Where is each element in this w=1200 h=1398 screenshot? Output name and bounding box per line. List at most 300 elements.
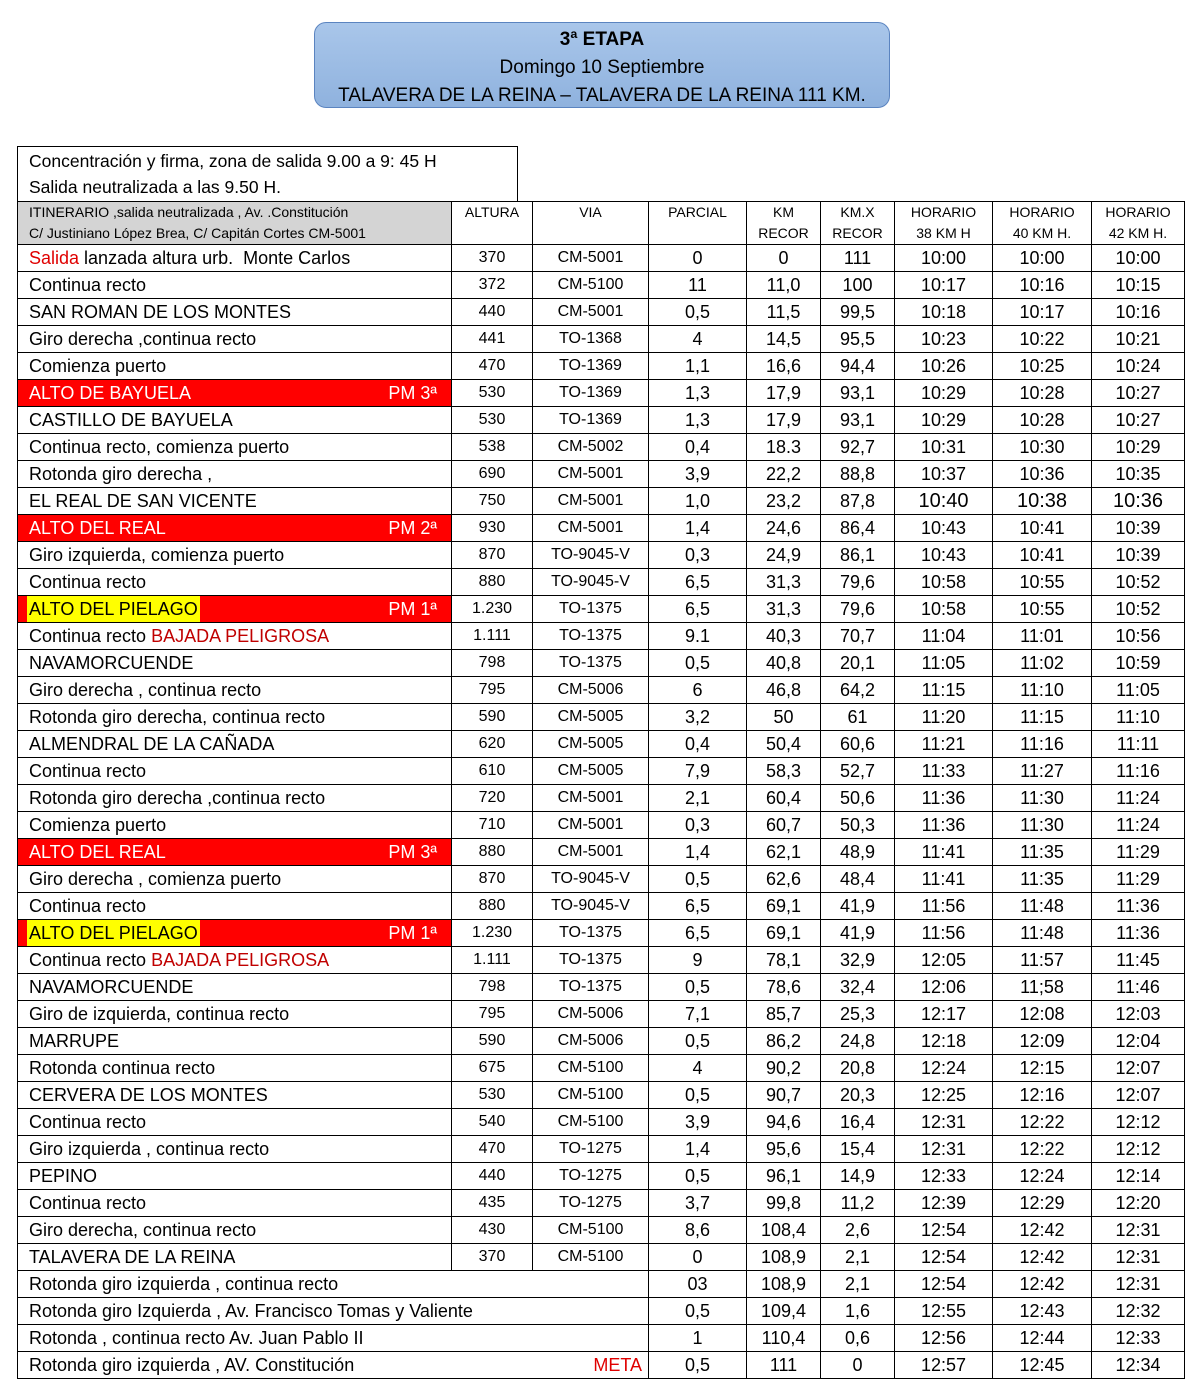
horario-40-cell: 10:55 — [993, 596, 1092, 623]
horario-38-cell: 11:21 — [895, 731, 993, 758]
altura-cell: 720 — [452, 785, 533, 812]
horario-40-cell: 10:25 — [993, 353, 1092, 380]
itinerary-cell — [18, 785, 452, 812]
horario-40-cell: 11:30 — [993, 812, 1092, 839]
header-horario-38: HORARIO 38 KM H — [895, 202, 993, 245]
via-cell: CM-5005 — [533, 731, 649, 758]
itinerary-text: Rotonda giro izquierda , continua recto — [29, 1274, 339, 1294]
horario-38-cell: 11:05 — [895, 650, 993, 677]
km-recor-cell: 110,4 — [747, 1325, 821, 1352]
route-table — [17, 201, 1185, 1379]
kmx-recor-cell: 88,8 — [821, 461, 895, 488]
km-recor-cell: 94,6 — [747, 1109, 821, 1136]
via-cell: TO-1375 — [533, 596, 649, 623]
km-recor-cell: 69,1 — [747, 920, 821, 947]
horario-38-cell: 11:15 — [895, 677, 993, 704]
via-cell: TO-1375 — [533, 650, 649, 677]
header-horario-42: HORARIO 42 KM H. — [1092, 202, 1185, 245]
horario-40-cell: 10:17 — [993, 299, 1092, 326]
parcial-cell: 2,1 — [649, 785, 747, 812]
table-row — [18, 1352, 1185, 1379]
horario-38-cell: 12:06 — [895, 974, 993, 1001]
itinerary-cell — [18, 299, 452, 326]
itinerary-cell — [18, 407, 452, 434]
itinerary-text: Continua recto, comienza puerto — [29, 437, 290, 457]
horario-40-cell: 10:16 — [993, 272, 1092, 299]
altura-cell: 880 — [452, 839, 533, 866]
itinerary-cell — [18, 1217, 452, 1244]
via-cell: CM-5006 — [533, 1001, 649, 1028]
horario-42-cell: 12:34 — [1092, 1352, 1185, 1379]
horario-38-cell: 12:55 — [895, 1298, 993, 1325]
table-row — [18, 704, 1185, 731]
header-altura: ALTURA — [452, 202, 533, 245]
horario-38-cell: 12:31 — [895, 1136, 993, 1163]
kmx-recor-cell: 41,9 — [821, 920, 895, 947]
itinerary-text: Giro derecha , continua recto — [29, 680, 262, 700]
table-row — [18, 1109, 1185, 1136]
horario-38-cell: 12:57 — [895, 1352, 993, 1379]
parcial-cell: 0,5 — [649, 866, 747, 893]
horario-38-cell: 10:40 — [895, 488, 993, 515]
horario-38-cell: 11:36 — [895, 812, 993, 839]
via-cell: TO-9045-V — [533, 542, 649, 569]
itinerary-cell — [18, 731, 452, 758]
horario-42-cell: 12:31 — [1092, 1217, 1185, 1244]
parcial-cell: 9 — [649, 947, 747, 974]
kmx-recor-cell: 87,8 — [821, 488, 895, 515]
table-row — [18, 623, 1185, 650]
via-cell: CM-5100 — [533, 1109, 649, 1136]
horario-42-cell: 10:29 — [1092, 434, 1185, 461]
itinerary-cell — [18, 920, 452, 947]
altura-cell: 440 — [452, 299, 533, 326]
itinerary-text: Continua recto — [29, 1112, 147, 1132]
itinerary-text: Giro izquierda , continua recto — [29, 1139, 270, 1159]
parcial-cell: 11 — [649, 272, 747, 299]
horario-40-cell: 12:24 — [993, 1163, 1092, 1190]
horario-40-cell: 11:15 — [993, 704, 1092, 731]
kmx-recor-cell: 25,3 — [821, 1001, 895, 1028]
altura-cell: 1.111 — [452, 947, 533, 974]
kmx-recor-cell: 14,9 — [821, 1163, 895, 1190]
stage-banner — [314, 22, 890, 108]
horario-40-cell: 10:55 — [993, 569, 1092, 596]
km-recor-cell: 58,3 — [747, 758, 821, 785]
parcial-cell: 4 — [649, 326, 747, 353]
via-cell: TO-1375 — [533, 974, 649, 1001]
itinerary-text: Rotonda giro derecha, continua recto — [29, 707, 326, 727]
km-recor-cell: 18.3 — [747, 434, 821, 461]
altura-cell: 440 — [452, 1163, 533, 1190]
horario-38-cell: 11:56 — [895, 920, 993, 947]
horario-38-cell: 10:58 — [895, 569, 993, 596]
altura-cell: 590 — [452, 704, 533, 731]
km-recor-cell: 17,9 — [747, 380, 821, 407]
horario-38-cell: 10:00 — [895, 245, 993, 272]
table-row — [18, 1190, 1185, 1217]
km-recor-cell: 78,6 — [747, 974, 821, 1001]
altura-cell: 538 — [452, 434, 533, 461]
kmx-recor-cell: 11,2 — [821, 1190, 895, 1217]
horario-40-cell: 10:41 — [993, 515, 1092, 542]
altura-cell: 1.111 — [452, 623, 533, 650]
kmx-recor-cell: 86,1 — [821, 542, 895, 569]
horario-38-cell: 12:33 — [895, 1163, 993, 1190]
via-cell: TO-1375 — [533, 920, 649, 947]
parcial-cell: 0,5 — [649, 1163, 747, 1190]
via-cell: CM-5001 — [533, 839, 649, 866]
altura-cell: 530 — [452, 380, 533, 407]
via-cell: TO-1375 — [533, 623, 649, 650]
stage-date: Domingo 10 Septiembre — [499, 57, 705, 78]
km-recor-cell: 108,4 — [747, 1217, 821, 1244]
parcial-cell: 1,3 — [649, 380, 747, 407]
via-cell: CM-5001 — [533, 488, 649, 515]
route-body — [18, 245, 1185, 1379]
itinerary-text: Continua recto — [29, 950, 152, 970]
table-row — [18, 812, 1185, 839]
parcial-cell: 8,6 — [649, 1217, 747, 1244]
km-recor-cell: 46,8 — [747, 677, 821, 704]
km-recor-cell: 111 — [747, 1352, 821, 1379]
stage-title: 3ª ETAPA — [559, 29, 645, 50]
horario-40-cell: 12:15 — [993, 1055, 1092, 1082]
parcial-cell: 0,5 — [649, 974, 747, 1001]
horario-40-cell: 11:30 — [993, 785, 1092, 812]
itinerary-text: Rotonda giro Izquierda , Av. Francisco Tomas y Valiente — [29, 1301, 473, 1321]
parcial-cell: 0,5 — [649, 1082, 747, 1109]
parcial-cell: 1,3 — [649, 407, 747, 434]
mountain-category: PM 1ª — [388, 923, 437, 943]
horario-38-cell: 12:54 — [895, 1271, 993, 1298]
itinerary-cell — [18, 974, 452, 1001]
altura-cell: 590 — [452, 1028, 533, 1055]
horario-38-cell: 11:56 — [895, 893, 993, 920]
parcial-cell: 0,4 — [649, 434, 747, 461]
itinerary-text: SAN ROMAN DE LOS MONTES — [29, 302, 292, 322]
km-recor-cell: 109,4 — [747, 1298, 821, 1325]
parcial-cell: 6,5 — [649, 569, 747, 596]
horario-40-cell: 11:02 — [993, 650, 1092, 677]
horario-38-cell: 12:24 — [895, 1055, 993, 1082]
altura-cell: 795 — [452, 677, 533, 704]
table-row — [18, 1001, 1185, 1028]
horario-42-cell: 10:59 — [1092, 650, 1185, 677]
horario-38-cell: 12:17 — [895, 1001, 993, 1028]
kmx-recor-cell: 94,4 — [821, 353, 895, 380]
horario-42-cell: 10:52 — [1092, 569, 1185, 596]
horario-40-cell: 11:48 — [993, 920, 1092, 947]
kmx-recor-cell: 64,2 — [821, 677, 895, 704]
itinerary-text: PEPINO — [29, 1166, 98, 1186]
parcial-cell: 0 — [649, 1244, 747, 1271]
table-row — [18, 1298, 1185, 1325]
altura-cell: 870 — [452, 866, 533, 893]
altura-cell: 880 — [452, 569, 533, 596]
horario-40-cell: 10:28 — [993, 380, 1092, 407]
table-row — [18, 1082, 1185, 1109]
horario-42-cell: 11:11 — [1092, 731, 1185, 758]
kmx-recor-cell: 20,3 — [821, 1082, 895, 1109]
kmx-recor-cell: 95,5 — [821, 326, 895, 353]
altura-cell: 530 — [452, 1082, 533, 1109]
altura-cell: 798 — [452, 974, 533, 1001]
km-recor-cell: 14,5 — [747, 326, 821, 353]
horario-40-cell: 11:57 — [993, 947, 1092, 974]
via-cell: CM-5006 — [533, 677, 649, 704]
table-row — [18, 1217, 1185, 1244]
header-itinerary — [18, 202, 452, 245]
table-row — [18, 785, 1185, 812]
km-recor-cell: 11,0 — [747, 272, 821, 299]
parcial-cell: 1,4 — [649, 1136, 747, 1163]
via-cell: CM-5100 — [533, 1244, 649, 1271]
via-cell: CM-5002 — [533, 434, 649, 461]
kmx-recor-cell: 92,7 — [821, 434, 895, 461]
kmx-recor-cell: 20,1 — [821, 650, 895, 677]
horario-38-cell: 10:43 — [895, 542, 993, 569]
itinerary-cell — [18, 1001, 452, 1028]
itinerary-cell — [18, 758, 452, 785]
via-cell: CM-5100 — [533, 1217, 649, 1244]
itinerary-cell — [18, 272, 452, 299]
kmx-recor-cell: 32,9 — [821, 947, 895, 974]
horario-38-cell: 12:54 — [895, 1217, 993, 1244]
itinerary-text: Comienza puerto — [29, 815, 167, 835]
itinerary-text: Rotonda continua recto — [29, 1058, 216, 1078]
kmx-recor-cell: 15,4 — [821, 1136, 895, 1163]
parcial-cell: 0,5 — [649, 650, 747, 677]
parcial-cell: 0,3 — [649, 812, 747, 839]
km-recor-cell: 31,3 — [747, 596, 821, 623]
kmx-recor-cell: 32,4 — [821, 974, 895, 1001]
horario-38-cell: 10:43 — [895, 515, 993, 542]
altura-cell: 430 — [452, 1217, 533, 1244]
itinerary-text: Giro derecha ,continua recto — [29, 329, 257, 349]
itinerary-text: lanzada altura urb. Monte Carlos — [79, 248, 351, 268]
horario-42-cell: 11:10 — [1092, 704, 1185, 731]
km-recor-cell: 86,2 — [747, 1028, 821, 1055]
table-row — [18, 299, 1185, 326]
via-cell: CM-5001 — [533, 461, 649, 488]
kmx-recor-cell: 24,8 — [821, 1028, 895, 1055]
horario-40-cell: 12:08 — [993, 1001, 1092, 1028]
itinerary-text: CASTILLO DE BAYUELA — [29, 410, 233, 430]
horario-42-cell: 11:46 — [1092, 974, 1185, 1001]
itinerary-cell — [18, 1352, 649, 1379]
km-recor-cell: 16,6 — [747, 353, 821, 380]
km-recor-cell: 69,1 — [747, 893, 821, 920]
km-recor-cell: 40,3 — [747, 623, 821, 650]
horario-40-cell: 10:22 — [993, 326, 1092, 353]
start-label: Salida — [29, 248, 80, 268]
itinerary-text: Giro de izquierda, continua recto — [29, 1004, 290, 1024]
itinerary-text: Giro derecha , comienza puerto — [29, 869, 282, 889]
horario-40-cell: 11:10 — [993, 677, 1092, 704]
altura-cell: 1.230 — [452, 920, 533, 947]
table-row — [18, 866, 1185, 893]
itinerary-text: Rotonda , continua recto Av. Juan Pablo II — [29, 1328, 364, 1348]
horario-40-cell: 10:00 — [993, 245, 1092, 272]
parcial-cell: 7,1 — [649, 1001, 747, 1028]
kmx-recor-cell: 48,4 — [821, 866, 895, 893]
itinerary-text: Comienza puerto — [29, 356, 167, 376]
mountain-category: PM 2ª — [388, 518, 437, 538]
neutral-start-line: Salida neutralizada a las 9.50 H. — [29, 177, 281, 197]
horario-40-cell: 11;58 — [993, 974, 1092, 1001]
altura-cell: 610 — [452, 758, 533, 785]
parcial-cell: 9.1 — [649, 623, 747, 650]
table-row — [18, 596, 1185, 623]
itinerary-cell — [18, 542, 452, 569]
itinerary-cell — [18, 839, 452, 866]
kmx-recor-cell: 48,9 — [821, 839, 895, 866]
itinerary-cell — [18, 1298, 649, 1325]
kmx-recor-cell: 2,6 — [821, 1217, 895, 1244]
horario-38-cell: 11:20 — [895, 704, 993, 731]
altura-cell: 798 — [452, 650, 533, 677]
concentration-box — [17, 146, 518, 201]
parcial-cell: 0,5 — [649, 1352, 747, 1379]
itinerary-cell — [18, 1244, 452, 1271]
altura-cell: 710 — [452, 812, 533, 839]
via-cell: CM-5005 — [533, 704, 649, 731]
horario-40-cell: 11:35 — [993, 866, 1092, 893]
horario-42-cell: 12:33 — [1092, 1325, 1185, 1352]
km-recor-cell: 108,9 — [747, 1271, 821, 1298]
itinerary-cell — [18, 596, 452, 623]
table-row — [18, 272, 1185, 299]
kmx-recor-cell: 16,4 — [821, 1109, 895, 1136]
horario-38-cell: 10:37 — [895, 461, 993, 488]
itinerary-cell — [18, 488, 452, 515]
km-recor-cell: 24,9 — [747, 542, 821, 569]
km-recor-cell: 96,1 — [747, 1163, 821, 1190]
via-cell: TO-1275 — [533, 1136, 649, 1163]
horario-40-cell: 12:29 — [993, 1190, 1092, 1217]
via-cell: CM-5100 — [533, 1055, 649, 1082]
altura-cell: 370 — [452, 1244, 533, 1271]
horario-38-cell: 11:41 — [895, 866, 993, 893]
parcial-cell: 0,4 — [649, 731, 747, 758]
horario-38-cell: 10:26 — [895, 353, 993, 380]
table-row — [18, 515, 1185, 542]
table-row — [18, 893, 1185, 920]
kmx-recor-cell: 20,8 — [821, 1055, 895, 1082]
itinerary-cell — [18, 1325, 649, 1352]
horario-42-cell: 11:24 — [1092, 785, 1185, 812]
horario-42-cell: 12:03 — [1092, 1001, 1185, 1028]
mountain-category: PM 1ª — [388, 599, 437, 619]
via-cell: CM-5001 — [533, 515, 649, 542]
horario-42-cell: 10:35 — [1092, 461, 1185, 488]
via-cell: CM-5100 — [533, 1082, 649, 1109]
table-row — [18, 947, 1185, 974]
header-kmx-recor: KM.X RECOR — [821, 202, 895, 245]
km-recor-cell: 23,2 — [747, 488, 821, 515]
itinerary-cell — [18, 1082, 452, 1109]
itinerary-cell — [18, 947, 452, 974]
horario-40-cell: 12:22 — [993, 1136, 1092, 1163]
horario-40-cell: 12:09 — [993, 1028, 1092, 1055]
header-horario-40: HORARIO 40 KM H. — [993, 202, 1092, 245]
horario-38-cell: 10:29 — [895, 407, 993, 434]
itinerary-text: MARRUPE — [29, 1031, 120, 1051]
kmx-recor-cell: 50,3 — [821, 812, 895, 839]
parcial-cell: 0,5 — [649, 1298, 747, 1325]
horario-38-cell: 10:31 — [895, 434, 993, 461]
horario-42-cell: 10:21 — [1092, 326, 1185, 353]
horario-40-cell: 12:22 — [993, 1109, 1092, 1136]
via-cell: TO-1375 — [533, 947, 649, 974]
itinerary-text: Continua recto — [29, 572, 147, 592]
table-row — [18, 488, 1185, 515]
table-row — [18, 1244, 1185, 1271]
kmx-recor-cell: 100 — [821, 272, 895, 299]
danger-warning: BAJADA PELIGROSA — [151, 626, 330, 646]
horario-40-cell: 10:41 — [993, 542, 1092, 569]
altura-cell: 370 — [452, 245, 533, 272]
altura-cell: 470 — [452, 1136, 533, 1163]
parcial-cell: 7,9 — [649, 758, 747, 785]
horario-42-cell: 10:52 — [1092, 596, 1185, 623]
itinerary-cell — [18, 812, 452, 839]
horario-42-cell: 11:36 — [1092, 920, 1185, 947]
via-cell: TO-9045-V — [533, 866, 649, 893]
km-recor-cell: 60,7 — [747, 812, 821, 839]
kmx-recor-cell: 2,1 — [821, 1244, 895, 1271]
horario-40-cell: 11:27 — [993, 758, 1092, 785]
horario-40-cell: 11:35 — [993, 839, 1092, 866]
horario-42-cell: 12:32 — [1092, 1298, 1185, 1325]
horario-38-cell: 12:39 — [895, 1190, 993, 1217]
horario-42-cell: 10:15 — [1092, 272, 1185, 299]
summit-name: ALTO DEL PIELAGO — [27, 596, 200, 622]
horario-38-cell: 12:05 — [895, 947, 993, 974]
parcial-cell: 6 — [649, 677, 747, 704]
horario-42-cell: 12:04 — [1092, 1028, 1185, 1055]
itinerary-text: Giro derecha, continua recto — [29, 1220, 257, 1240]
itinerary-cell — [18, 623, 452, 650]
parcial-cell: 03 — [649, 1271, 747, 1298]
horario-40-cell: 12:45 — [993, 1352, 1092, 1379]
table-row — [18, 1325, 1185, 1352]
table-row — [18, 758, 1185, 785]
itinerary-cell — [18, 1271, 649, 1298]
itinerary-cell — [18, 677, 452, 704]
itinerary-text: Continua recto — [29, 626, 152, 646]
kmx-recor-cell: 60,6 — [821, 731, 895, 758]
stage-route: TALAVERA DE LA REINA – TALAVERA DE LA REINA 111 KM. — [338, 85, 866, 106]
parcial-cell: 0,5 — [649, 1028, 747, 1055]
altura-cell: 930 — [452, 515, 533, 542]
itinerary-cell — [18, 326, 452, 353]
horario-42-cell: 10:39 — [1092, 542, 1185, 569]
horario-42-cell: 10:16 — [1092, 299, 1185, 326]
via-cell: TO-1369 — [533, 353, 649, 380]
table-row — [18, 461, 1185, 488]
kmx-recor-cell: 0 — [821, 1352, 895, 1379]
parcial-cell: 1 — [649, 1325, 747, 1352]
horario-40-cell: 10:36 — [993, 461, 1092, 488]
km-recor-cell: 99,8 — [747, 1190, 821, 1217]
km-recor-cell: 24,6 — [747, 515, 821, 542]
km-recor-cell: 50,4 — [747, 731, 821, 758]
itinerary-cell — [18, 1028, 452, 1055]
horario-40-cell: 12:43 — [993, 1298, 1092, 1325]
table-row — [18, 245, 1185, 272]
